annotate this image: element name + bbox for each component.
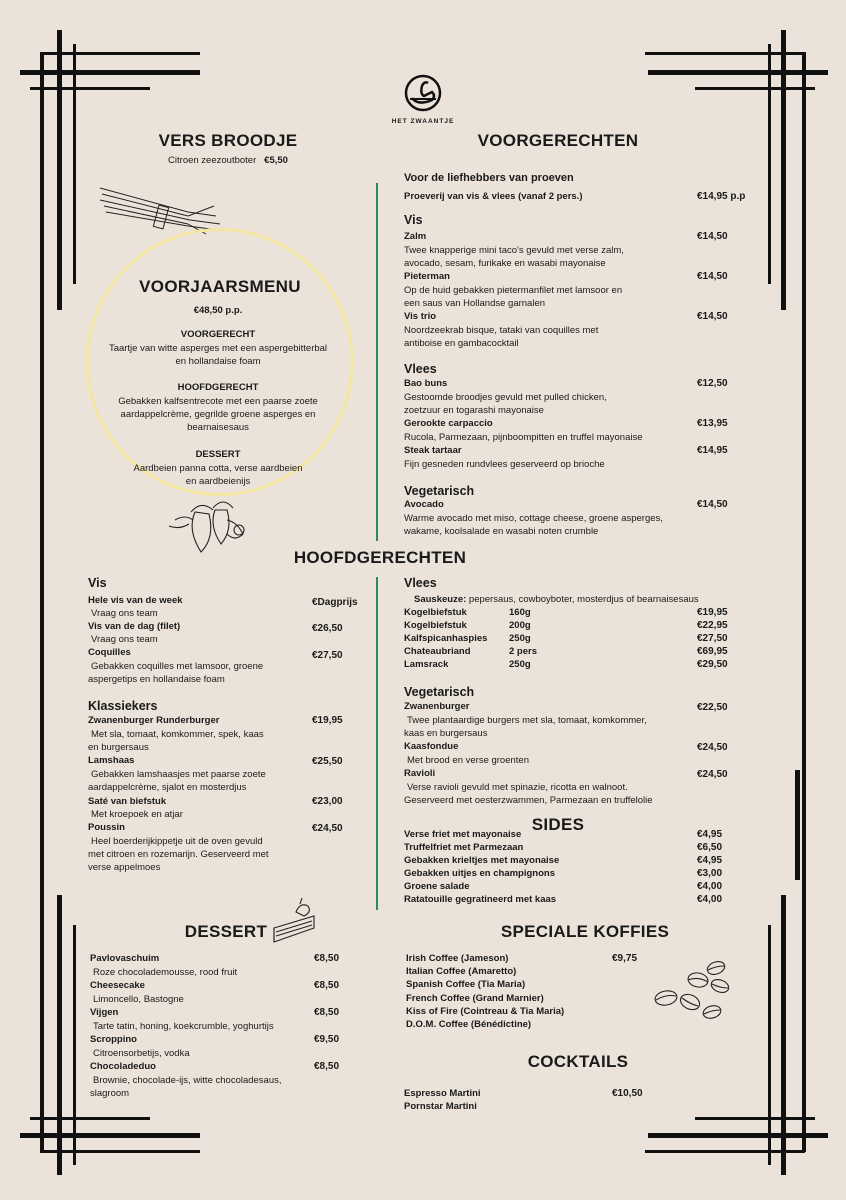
menu-item-size: 250g <box>509 633 531 644</box>
course-line: Taartje van witte asperges met een aspergebitterbal <box>108 343 328 354</box>
menu-item-desc: Tarte tatin, honing, koekcrumble, yoghurtijs <box>93 1021 274 1032</box>
menu-item-name: Gebakken krieltjes met mayonaise <box>404 855 560 866</box>
menu-item-name: Gebakken uitjes en champignons <box>404 868 555 879</box>
menu-item-price: €22,50 <box>697 702 728 713</box>
menu-item-desc: Twee plantaardige burgers met sla, tomaat, komkommer, <box>407 715 647 726</box>
menu-item-price: €4,00 <box>697 881 723 892</box>
koffie-item: Spanish Coffee (Tia Maria) <box>406 979 526 990</box>
menu-item-name: Groene salade <box>404 881 470 892</box>
menu-item-price: €14,95 p.p <box>697 191 746 202</box>
menu-item-price: €8,50 <box>314 1007 340 1018</box>
menu-item-price: €14,50 <box>697 231 728 242</box>
menu-item-desc: kaas en burgersaus <box>404 728 488 739</box>
dessert-title: DESSERT <box>184 922 268 941</box>
sauskeuze-text: pepersaus, cowboyboter, mosterdjus of bearnaisesaus <box>468 594 699 605</box>
menu-item-price: €14,95 <box>697 445 728 456</box>
menu-item-name: Proeverij van vis & vlees (vanaf 2 pers.) <box>404 191 583 202</box>
menu-item-price: €24,50 <box>697 742 728 753</box>
sauskeuze-line <box>414 594 699 605</box>
menu-item-name: Kaasfondue <box>404 741 459 752</box>
menu-item-price: €26,50 <box>312 623 343 634</box>
menu-item-desc: antiboise en gambacocktail <box>404 338 519 349</box>
speciale-koffies-title: SPECIALE KOFFIES <box>500 922 670 941</box>
menu-item-price: €69,95 <box>697 646 728 657</box>
menu-item-desc: verse appelmoes <box>88 862 161 873</box>
menu-item-desc: Gebakken lamshaasjes met paarse zoete <box>91 769 266 780</box>
voorjaarsmenu-price: €48,50 p.p. <box>193 305 243 316</box>
menu-item-desc: met citroen en rozemarijn. Geserveerd met <box>88 849 269 860</box>
vers-broodje-name: Citroen zeezoutboter <box>168 155 257 166</box>
menu-item-name: Zwanenburger <box>404 701 470 712</box>
menu-item-name: Hele vis van de week <box>88 595 183 606</box>
menu-item-desc: Vraag ons team <box>91 634 158 645</box>
menu-item-price: €4,95 <box>697 855 723 866</box>
menu-item-desc: zoetzuur en togarashi mayonaise <box>404 405 544 416</box>
course-line: Gebakken kalfsentrecote met een paarse zoete <box>118 396 318 407</box>
menu-item-desc: Heel boerderijkippetje uit de oven gevuld <box>91 836 263 847</box>
menu-item-name: Verse friet met mayonaise <box>404 829 522 840</box>
menu-item-price: €4,00 <box>697 894 723 905</box>
cake-slice-illustration <box>270 894 320 948</box>
menu-item-desc: Geserveerd met oesterzwammen, Parmezaan en truffelolie <box>404 795 653 806</box>
menu-item-name: Kogelbiefstuk <box>404 607 467 618</box>
menu-item-name: Coquilles <box>88 647 131 658</box>
menu-item-name: Pieterman <box>404 271 450 282</box>
course-line: en hollandaise foam <box>175 356 261 367</box>
menu-item-price: €19,95 <box>312 715 343 726</box>
course-line: en aardbeienijs <box>185 476 251 487</box>
cocktail-item: Pornstar Martini <box>404 1101 477 1112</box>
menu-item-size: 200g <box>509 620 531 631</box>
menu-item-name: Kogelbiefstuk <box>404 620 467 631</box>
menu-item-desc: Gebakken coquilles met lamsoor, groene <box>91 661 264 672</box>
menu-item-size: 160g <box>509 607 531 618</box>
menu-item-name: Cheesecake <box>90 980 145 991</box>
menu-item-desc: Twee knapperige mini taco's gevuld met verse zalm, <box>404 245 624 256</box>
menu-item-name: Chocoladeduo <box>90 1061 156 1072</box>
menu-item-price: €12,50 <box>697 378 728 389</box>
koffie-item: Italian Coffee (Amaretto) <box>406 966 517 977</box>
group-heading: Vegetarisch <box>404 685 475 699</box>
menu-item-price: €27,50 <box>312 650 343 661</box>
menu-item-price: €3,00 <box>697 868 723 879</box>
menu-item-name: Saté van biefstuk <box>88 796 167 807</box>
sides-title: SIDES <box>531 815 585 834</box>
menu-item-name: Steak tartaar <box>404 445 462 456</box>
menu-item-name: Ratatouille gegratineerd met kaas <box>404 894 557 905</box>
menu-item-desc: Verse ravioli gevuld met spinazie, ricotta en walnoot. <box>407 782 628 793</box>
menu-item-name: Kalfspicanhaspies <box>404 633 488 644</box>
menu-item-name: Lamsrack <box>404 659 449 670</box>
logo <box>388 72 458 128</box>
hoofdgerechten-title: HOOFDGERECHTEN <box>293 548 467 567</box>
menu-item-price: €14,50 <box>697 271 728 282</box>
menu-item-price: €4,95 <box>697 829 723 840</box>
menu-item-price: €8,50 <box>314 1061 340 1072</box>
menu-item-desc: een saus van Hollandse garnalen <box>404 298 546 309</box>
vers-broodje-title: VERS BROODJE <box>158 131 298 150</box>
menu-item-name: Vijgen <box>90 1007 119 1018</box>
logo-text: HET ZWAANTJE <box>391 118 455 125</box>
menu-item-desc: en burgersaus <box>88 742 149 753</box>
menu-item-desc: aspergetips en hollandaise foam <box>88 674 225 685</box>
group-heading: Klassiekers <box>88 699 158 713</box>
menu-item-price: €22,95 <box>697 620 728 631</box>
coffee-beans-illustration <box>650 956 730 1022</box>
menu-item-desc: Brownie, chocolade-ijs, witte chocoladesaus, <box>93 1075 282 1086</box>
course-line: bearnaisesaus <box>187 422 249 433</box>
group-heading: Vis <box>404 213 423 227</box>
menu-item-desc: aardappelcrème, sjalot en mosterdjus <box>88 782 247 793</box>
divider-line <box>376 577 378 910</box>
menu-item-name: Vis trio <box>404 311 437 322</box>
cocktails-title: COCKTAILS <box>527 1052 629 1071</box>
koffie-item: Kiss of Fire (Cointreau & Tia Maria) <box>406 1006 565 1017</box>
proeven-heading: Voor de liefhebbers van proeven <box>404 172 574 184</box>
vers-broodje-item <box>120 155 336 166</box>
menu-item-name: Lamshaas <box>88 755 135 766</box>
koffie-item: Irish Coffee (Jameson) <box>406 953 509 964</box>
menu-item-price: €9,50 <box>314 1034 340 1045</box>
menu-item-name: Zwanenburger Runderburger <box>88 715 220 726</box>
menu-item-desc: Fijn gesneden rundvlees geserveerd op brioche <box>404 459 605 470</box>
menu-item-price: €25,50 <box>312 756 343 767</box>
vers-broodje-price: €5,50 <box>264 155 288 166</box>
menu-item-desc: Gestoomde broodjes gevuld met pulled chicken, <box>404 392 607 403</box>
koffie-item: French Coffee (Grand Marnier) <box>406 993 544 1004</box>
menu-item-name: Truffelfriet met Parmezaan <box>404 842 524 853</box>
course-label: VOORGERECHT <box>180 329 256 340</box>
menu-item-name: Poussin <box>88 822 125 833</box>
menu-item-desc: Rucola, Parmezaan, pijnboompitten en truffel mayonaise <box>404 432 643 443</box>
menu-item-name: Chateaubriand <box>404 646 471 657</box>
menu-item-price: €29,50 <box>697 659 728 670</box>
menu-item-price: €27,50 <box>697 633 728 644</box>
voorjaarsmenu-title: VOORJAARSMENU <box>139 277 301 296</box>
menu-item-name: Avocado <box>404 499 444 510</box>
menu-item-desc: Met brood en verse groenten <box>407 755 529 766</box>
menu-item-price: €Dagprijs <box>312 597 358 608</box>
course-label: HOOFDGERECHT <box>177 382 259 393</box>
menu-item-desc: Vraag ons team <box>91 608 158 619</box>
menu-item-price: €24,50 <box>312 823 343 834</box>
menu-item-desc: Limoncello, Bastogne <box>93 994 184 1005</box>
menu-item-desc: Op de huid gebakken pietermanfilet met lamsoor en <box>404 285 623 296</box>
menu-item-price: €24,50 <box>697 769 728 780</box>
cocktail-price: €10,50 <box>612 1088 643 1099</box>
group-heading: Vlees <box>404 576 437 590</box>
menu-item-price: €6,50 <box>697 842 723 853</box>
menu-item-desc: slagroom <box>90 1088 130 1099</box>
swan-logo-icon <box>388 72 458 116</box>
group-heading: Vlees <box>404 362 437 376</box>
menu-item-size: 2 pers <box>509 646 537 657</box>
cocktail-item: Espresso Martini <box>404 1088 481 1099</box>
menu-item-desc: Warme avocado met miso, cottage cheese, groene asperges, <box>404 513 663 524</box>
menu-item-desc: Met kroepoek en atjar <box>91 809 183 820</box>
course-line: Aardbeien panna cotta, verse aardbeien <box>133 463 303 474</box>
divider-line <box>376 183 378 541</box>
menu-item-name: Vis van de dag (filet) <box>88 621 181 632</box>
course-line: aardappelcrème, gegrilde groene asperges en <box>120 409 316 420</box>
group-heading: Vegetarisch <box>404 484 475 498</box>
strawberry-illustration <box>165 490 255 558</box>
menu-item-desc: avocado, sesam, furikake en wasabi mayonaise <box>404 258 606 269</box>
sauskeuze-label: Sauskeuze: <box>414 594 467 605</box>
menu-item-desc: Met sla, tomaat, komkommer, spek, kaas <box>91 729 264 740</box>
menu-item-size: 250g <box>509 659 531 670</box>
menu-item-price: €8,50 <box>314 953 340 964</box>
menu-item-price: €14,50 <box>697 311 728 322</box>
menu-item-desc: Roze chocolademousse, rood fruit <box>93 967 238 978</box>
course-label: DESSERT <box>195 449 241 460</box>
menu-item-desc: wakame, koolsalade en wasabi noten crumble <box>404 526 599 537</box>
menu-item-price: €23,00 <box>312 796 343 807</box>
menu-item-name: Zalm <box>404 231 427 242</box>
menu-item-name: Ravioli <box>404 768 436 779</box>
menu-item-desc: Citroensorbetijs, vodka <box>93 1048 190 1059</box>
menu-item-name: Scroppino <box>90 1034 137 1045</box>
menu-item-name: Pavlovaschuim <box>90 953 160 964</box>
group-heading: Vis <box>88 576 107 590</box>
koffie-price: €9,75 <box>612 953 638 964</box>
voorgerechten-title: VOORGERECHTEN <box>477 131 639 150</box>
menu-item-price: €8,50 <box>314 980 340 991</box>
menu-item-price: €13,95 <box>697 418 728 429</box>
koffie-item: D.O.M. Coffee (Bénédictine) <box>406 1019 532 1030</box>
menu-item-price: €14,50 <box>697 499 728 510</box>
menu-item-name: Gerookte carpaccio <box>404 418 493 429</box>
menu-item-name: Bao buns <box>404 378 448 389</box>
menu-item-desc: Noordzeekrab bisque, tataki van coquilles met <box>404 325 599 336</box>
menu-item-price: €19,95 <box>697 607 728 618</box>
